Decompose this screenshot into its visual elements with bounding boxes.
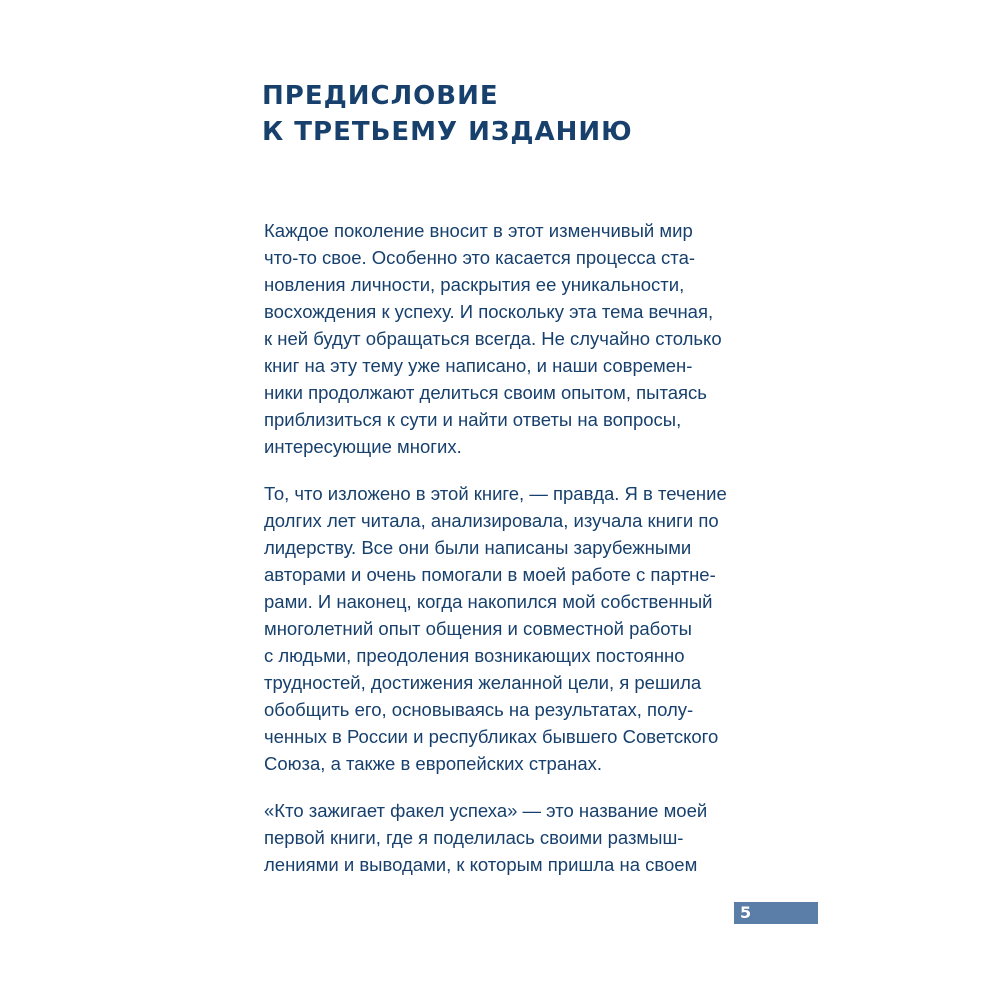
text-line: «Кто зажигает факел успеха» — это название моей — [264, 800, 708, 821]
paragraph — [264, 797, 744, 878]
body-text — [264, 217, 744, 898]
paragraph — [264, 217, 744, 460]
text-line: лидерству. Все они были написаны зарубежными — [264, 537, 692, 558]
text-line: новления личности, раскрытия ее уникальности, — [264, 274, 685, 295]
text-line: То, что изложено в этой книге, — правда. Я в течение — [264, 483, 727, 504]
page-number-bar — [734, 902, 818, 924]
text-line: с людьми, преодоления возникающих постоянно — [264, 645, 685, 666]
text-line: рами. И наконец, когда накопился мой собственный — [264, 591, 713, 612]
heading-line: К ТРЕТЬЕМУ ИЗДАНИЮ — [262, 117, 633, 147]
paragraph — [264, 480, 744, 777]
text-line: обобщить его, основываясь на результатах, полу- — [264, 699, 694, 720]
text-line: интересующие многих. — [264, 436, 462, 457]
text-line: первой книги, где я поделилась своими размыш- — [264, 827, 684, 848]
text-line: Союза, а также в европейских странах. — [264, 753, 603, 774]
page-number: 5 — [740, 903, 752, 922]
text-line: долгих лет читала, анализировала, изучала книги по — [264, 510, 719, 531]
text-line: лениями и выводами, к которым пришла на своем — [264, 854, 698, 875]
text-line: ченных в России и республиках бывшего Советского — [264, 726, 719, 747]
text-line: Каждое поколение вносит в этот изменчивый мир — [264, 220, 693, 241]
text-line: к ней будут обращаться всегда. Не случайно столько — [264, 328, 722, 349]
text-line: многолетний опыт общения и совместной работы — [264, 618, 692, 639]
text-line: приблизиться к сути и найти ответы на вопросы, — [264, 409, 682, 430]
chapter-heading — [262, 78, 633, 150]
text-line: восхождения к успеху. И поскольку эта тема вечная, — [264, 301, 714, 322]
text-line: что-то свое. Особенно это касается процесса ста- — [264, 247, 696, 268]
text-line: трудностей, достижения желанной цели, я решила — [264, 672, 702, 693]
text-line: книг на эту тему уже написано, и наши современ- — [264, 355, 693, 376]
heading-line: ПРЕДИСЛОВИЕ — [262, 81, 499, 111]
text-line: ники продолжают делиться своим опытом, пытаясь — [264, 382, 707, 403]
text-line: авторами и очень помогали в моей работе с партне- — [264, 564, 716, 585]
